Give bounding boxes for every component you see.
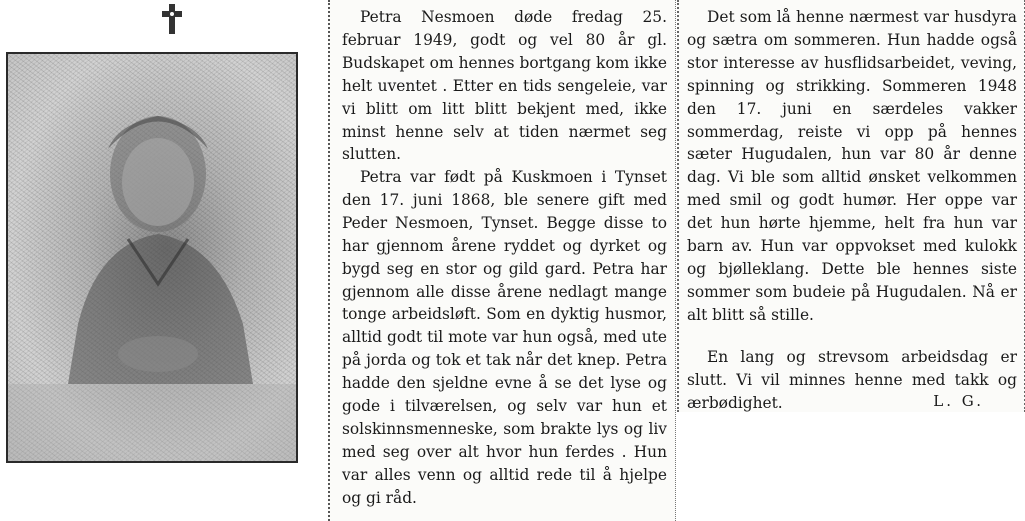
signature-initials: L. G. — [933, 392, 984, 410]
portrait-photo — [6, 52, 298, 463]
text-column-left — [328, 0, 676, 521]
paragraph-biography: Petra var født på Kuskmoen i Tynset den 17. juni 1868, ble senere gift med Peder Nesmoen, Tynset. Begge disse to har gjennom årene ryddet og dyrket og bygd seg en stor og gild gard. Petra har gjennom alle disse årene nedlagt mange tonge arbeidsløft. Som en dyktig husmor, alltid godt til mote var hun også, med ute på jorda og tok et tak når det knep. Petra hadde den sjeldne evne å se det lyse og gode i tilværelsen, og selv var hun et solskinnsmenneske, som brakte lys og liv med seg over alt hvor hun ferdes . Hun var alles venn og alltid rede til å hjelpe og gi råd. — [342, 168, 667, 507]
text-column-right — [677, 0, 1025, 412]
paragraph-intro: Petra Nesmoen døde fredag 25. februar 1949, godt og vel 80 år gl. Budskapet om hennes bortgang kom ikke helt uventet . Etter en tids sengeleie, var vi blitt om litt blitt bekjent med, ikke minst henne selv at tiden nærmet seg slutten. — [342, 8, 667, 164]
portrait-figure — [8, 54, 298, 463]
paragraph-summer-farm: Det som lå henne nærmest var husdyra og sætra om sommeren. Hun hadde også stor interesse av husflidsarbeidet, veving, spinning og strikking. Sommeren 1948 den 17. juni en særdeles vakker sommerdag, reiste vi opp på hennes sæter Hugudalen, hun var 80 år denne dag. Vi ble som alltid ønsket velkommen med smil og godt humør. Her oppe var det hun hørte hjemme, helt fra hun var barn av. Hun var oppvokset med kulokk og bjølleklang. Dette ble hennes siste sommer som budeie på Hugudalen. Nå er alt blitt så stille. — [687, 8, 1017, 324]
paragraph-closing: En lang og strevsom arbeidsdag er slutt. Vi vil minnes henne med takk og ærbødighet. — [687, 348, 1017, 412]
cross-icon — [159, 2, 185, 36]
